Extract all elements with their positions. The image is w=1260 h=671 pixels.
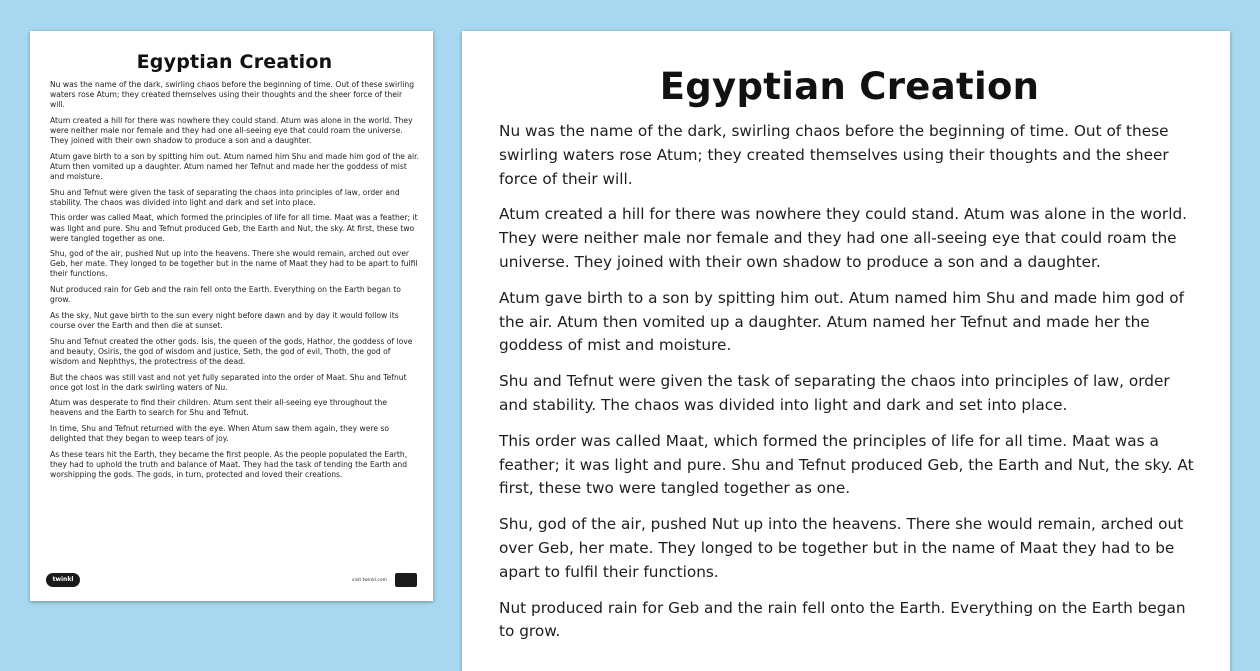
footer-url: visit twinkl.com <box>351 578 387 583</box>
thumbnail-body <box>50 80 419 480</box>
paragraph: Nut produced rain for Geb and the rain fell onto the Earth. Everything on the Earth began to grow. <box>499 598 1186 641</box>
thumbnail-paragraph: Shu and Tefnut created the other gods. Isis, the queen of the gods, Hathor, the goddess of love and beauty, Osiris, the god of wisdom and justice, Seth, the god of evil, Thoth, the god of wisdom and Nephthys, the protectress of the dead. <box>50 336 413 366</box>
thumbnail-paragraph: But the chaos was still vast and not yet fully separated into the order of Maat. Shu and Tefnut once got lost in the dark swirling waters of Nu. <box>50 372 407 392</box>
zoomed-page <box>462 31 1230 671</box>
thumbnail-paragraph: As the sky, Nut gave birth to the sun every night before dawn and by day it would follow its course over the Earth and then die at sunset. <box>50 310 399 331</box>
page-title: Egyptian Creation <box>659 65 1040 108</box>
paragraph: Atum created a hill for there was nowhere they could stand. Atum was alone in the world. They were neither male nor female and they had one all-seeing eye that could roam the universe. They joined with their own shadow to produce a son and a daughter. <box>499 205 1188 271</box>
thumbnail-paragraph: Shu, god of the air, pushed Nut up into the heavens. There she would remain, arched out over Geb, her mate. They longed to be together but in the name of Maat they had to be apart to fulfil their functions. <box>50 249 418 279</box>
paragraph: Atum gave birth to a son by spitting him out. Atum named him Shu and made him god of the air. Atum then vomited up a daughter. Atum named her Tefnut and made her the goddess of mist and moisture. <box>499 288 1185 355</box>
paragraph: Shu, god of the air, pushed Nut up into the heavens. There she would remain, arched out over Geb, her mate. They longed to be together but in the name of Maat they had to be apart to fulfil their functions. <box>499 515 1184 581</box>
thumbnail-paragraph: Atum created a hill for there was nowhere they could stand. Atum was alone in the world. They were neither male nor female and they had one all-seeing eye that could roam the universe. They joined with their own shadow to produce a son and a daughter. <box>50 115 413 146</box>
thumbnail-paragraph: As these tears hit the Earth, they became the first people. As the people populated the Earth, they had to uphold the truth and balance of Maat. They had the task of tending the Earth and worshipping the gods. The gods, in turn, protected and loved their creations. <box>50 449 408 480</box>
thumbnail-paragraph: Atum was desperate to find their children. Atum sent their all-seeing eye throughout the heavens and the Earth to search for Shu and Tefnut. <box>50 398 388 418</box>
paragraph: This order was called Maat, which formed the principles of life for all time. Maat was a feather; it was light and pure. Shu and Tefnut produced Geb, the Earth and Nut, the sky. At first, these two were tangled together as one. <box>499 431 1194 498</box>
thumbnail-paragraph: This order was called Maat, which formed the principles of life for all time. Maat was a feather; it was light and pure. Shu and Tefnut produced Geb, the Earth and Nut, the sky. At first, these two were tangled together as one. <box>50 213 418 243</box>
thumbnail-paragraph: Shu and Tefnut were given the task of separating the chaos into principles of law, order and stability. The chaos was divided into light and dark and set into place. <box>50 187 400 207</box>
thumbnail-paragraph: Nu was the name of the dark, swirling chaos before the beginning of time. Out of these swirling waters rose Atum; they created themselves using their thoughts and the sheer force of their will. <box>50 80 415 110</box>
thumbnail-paragraph: Nut produced rain for Geb and the rain fell onto the Earth. Everything on the Earth began to grow. <box>50 285 401 305</box>
thumbnail-footer <box>46 573 417 589</box>
thumbnail-paragraph: Atum gave birth to a son by spitting him out. Atum named him Shu and made him god of the air. Atum then vomited up a daughter. Atum named her Tefnut and made her the goddess of mist and moisture. <box>50 151 419 181</box>
thumbnail-paragraph: In time, Shu and Tefnut returned with the eye. When Atum saw them again, they were so delighted that they began to weep tears of joy. <box>50 424 390 444</box>
paragraph: Nu was the name of the dark, swirling chaos before the beginning of time. Out of these swirling waters rose Atum; they created themselves using their thoughts and the sheer force of their will. <box>499 122 1169 188</box>
page-body <box>499 120 1200 644</box>
paragraph: Shu and Tefnut were given the task of separating the chaos into principles of law, order and stability. The chaos was divided into light and dark and set into place. <box>499 372 1170 414</box>
twinkl-logo: twinkl <box>46 573 80 587</box>
thumbnail-page <box>30 31 433 601</box>
thumbnail-title: Egyptian Creation <box>136 51 333 73</box>
page-badge-icon <box>395 573 417 587</box>
